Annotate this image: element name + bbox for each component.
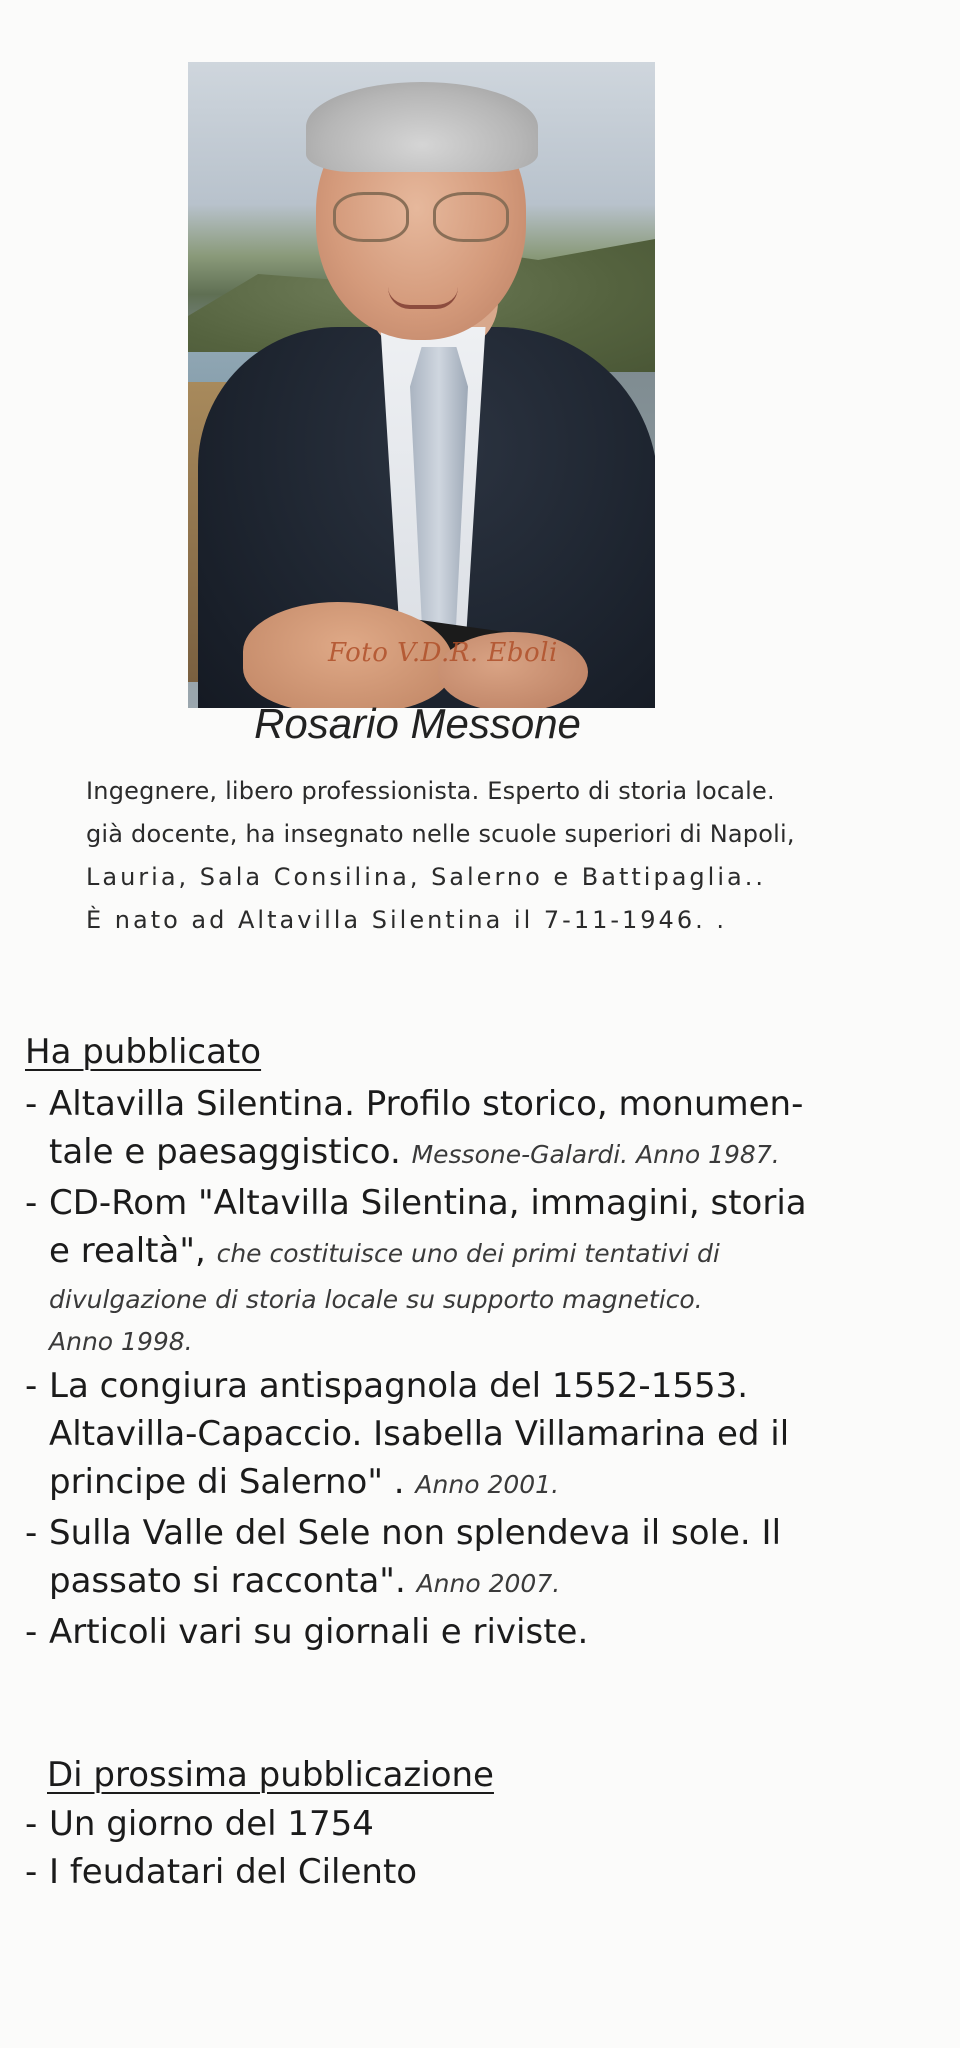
list-item: - Altavilla Silentina. Profilo storico, monumen- tale e paesaggistico. Messone-Galardi. Anno 1987. bbox=[25, 1080, 949, 1179]
author-portrait-photo bbox=[188, 62, 655, 708]
publication-note: Anno 2007. bbox=[416, 1569, 561, 1598]
list-item: - La congiura antispagnola del 1552-1553. Altavilla-Capaccio. Isabella Villamarina ed il principe di Salerno" . Anno 2001. bbox=[25, 1362, 949, 1509]
author-bio bbox=[86, 770, 866, 942]
upcoming-section-title: Di prossima pubblicazione bbox=[47, 1755, 494, 1795]
list-item: - CD-Rom "Altavilla Silentina, immagini, storia e realtà", che costituisce uno dei primi tentativi di divulgazione di storia locale su supporto magnetico. Anno 1998. bbox=[25, 1179, 949, 1362]
list-item: - Articoli vari su giornali e riviste. bbox=[25, 1608, 949, 1656]
author-name: Rosario Messone bbox=[254, 700, 581, 747]
list-item: - Sulla Valle del Sele non splendeva il sole. Il passato si racconta". Anno 2007. bbox=[25, 1509, 949, 1608]
publication-note: Anno 1998. bbox=[49, 1327, 193, 1356]
bio-line: È nato ad Altavilla Silentina il 7-11-1946. . bbox=[86, 906, 727, 934]
upcoming-list bbox=[25, 1800, 949, 1896]
list-item: - Un giorno del 1754 bbox=[25, 1800, 949, 1848]
photo-credit: Foto V.D.R. Eboli bbox=[328, 638, 558, 668]
list-item: - I feudatari del Cilento bbox=[25, 1848, 949, 1896]
publication-note: Messone-Galardi. Anno 1987. bbox=[411, 1140, 780, 1169]
bio-line: già docente, ha insegnato nelle scuole superiori di Napoli, bbox=[86, 820, 795, 848]
publication-note: Anno 2001. bbox=[415, 1470, 560, 1499]
bio-line: Lauria, Sala Consilina, Salerno e Battipaglia.. bbox=[86, 863, 766, 891]
publication-note: divulgazione di storia locale su supporto magnetico. bbox=[49, 1285, 703, 1314]
published-section-title: Ha pubblicato bbox=[25, 1032, 262, 1072]
published-list bbox=[25, 1080, 949, 1656]
publication-note: che costituisce uno dei primi tentativi di bbox=[216, 1239, 720, 1268]
bio-line: Ingegnere, libero professionista. Esperto di storia locale. bbox=[86, 777, 775, 805]
